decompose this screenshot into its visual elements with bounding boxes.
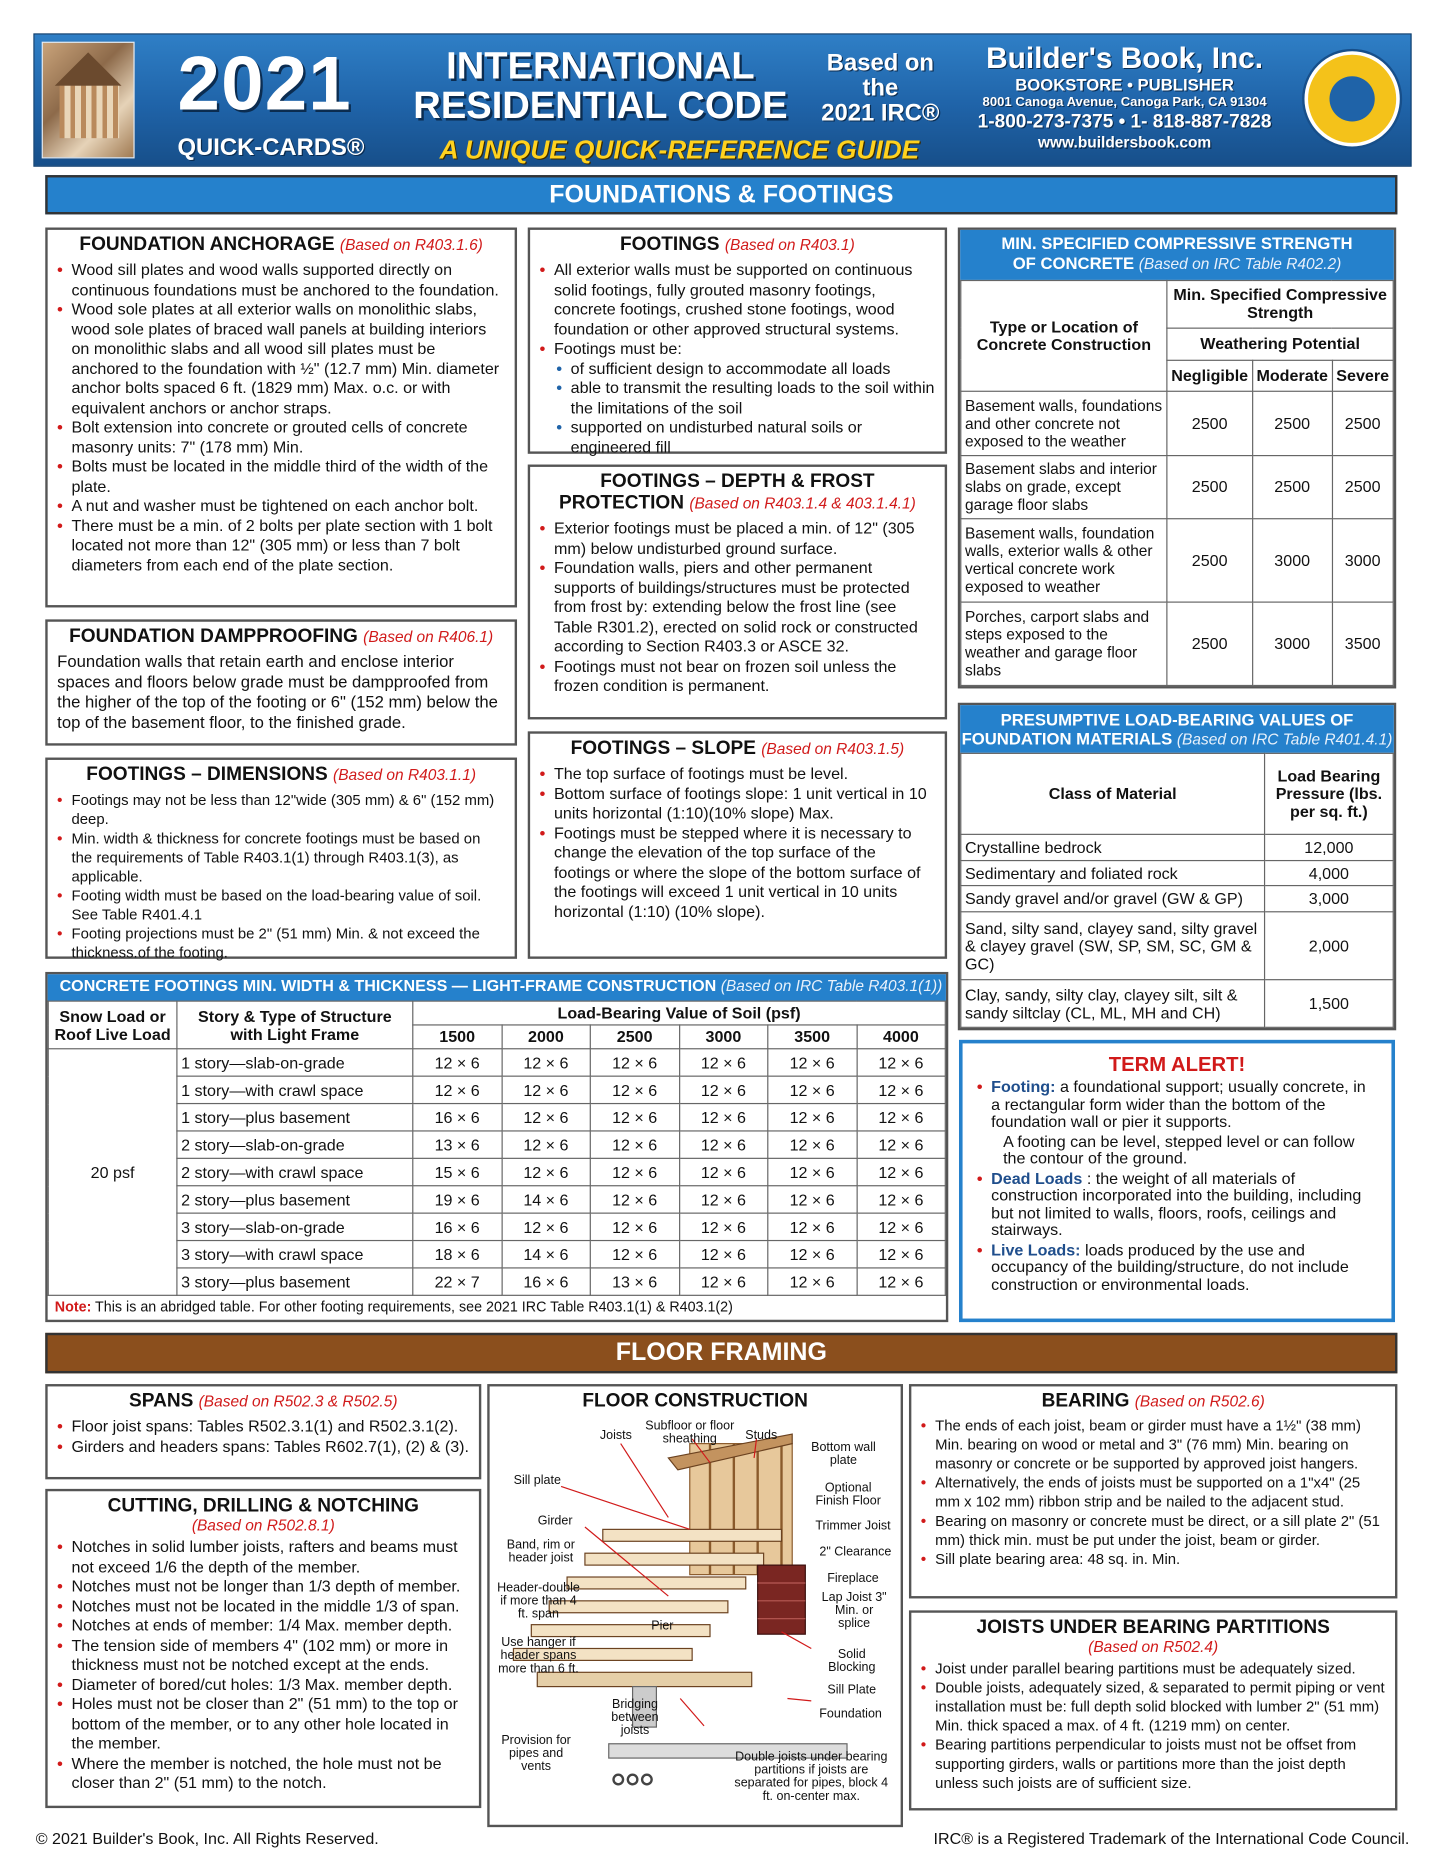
size-cell: 12 × 6 — [679, 1268, 768, 1295]
size-cell: 16 × 6 — [413, 1213, 502, 1240]
fireplace-shape — [758, 1565, 806, 1634]
size-cell: 12 × 6 — [768, 1213, 857, 1240]
list-item: • Bolts must be located in the middle third of the width of the plate. — [57, 457, 505, 496]
card-title — [57, 627, 505, 648]
publisher-phones: 1-800-273-7375 • 1- 818-887-7828 — [977, 111, 1272, 133]
footer-trademark: IRC® is a Registered Trademark of the International Code Council. — [933, 1829, 1410, 1848]
material-cell: Sedimentary and foliated rock — [961, 860, 1265, 886]
story-cell: 2 story—slab-on-grade — [177, 1131, 413, 1158]
frost-list — [540, 519, 936, 696]
list-item: • Girders and headers spans: Tables R602.7(1), (2) & (3). — [57, 1437, 469, 1457]
label-fireplace: Fireplace — [827, 1571, 879, 1586]
cell-value: 2500 — [1167, 455, 1252, 519]
col-soil-value: 2000 — [502, 1025, 591, 1049]
card-title: CUTTING, DRILLING & NOTCHING — [107, 1496, 419, 1517]
term-alert-title: TERM ALERT! — [1108, 1052, 1246, 1076]
table-row — [961, 602, 1393, 685]
cell-value: 3500 — [1332, 602, 1393, 685]
table-row — [48, 1076, 945, 1103]
size-cell: 12 × 6 — [857, 1268, 946, 1295]
table-row — [48, 1268, 945, 1295]
load-bearing-grid — [960, 753, 1394, 1028]
table-row — [961, 912, 1393, 980]
col-snow: Snow Load or Roof Live Load — [48, 1001, 177, 1049]
publisher-address: 8001 Canoga Avenue, Canoga Park, CA 91304 — [982, 95, 1267, 110]
size-cell: 12 × 6 — [590, 1213, 679, 1240]
col-moderate: Moderate — [1252, 360, 1332, 392]
size-cell: 12 × 6 — [857, 1213, 946, 1240]
size-cell: 12 × 6 — [857, 1049, 946, 1076]
list-item: • Alternatively, the ends of joists must be supported on a 1"x4" (25 mm x 102 mm) ribbon strip and be nailed to the adjacent stud. — [921, 1473, 1386, 1511]
col-min-strength: Min. Specified Compressive Strength — [1167, 281, 1393, 329]
story-cell: 3 story—with crawl space — [177, 1241, 413, 1268]
title-line2: FOUNDATION MATERIALS — [961, 728, 1173, 749]
header-tagline: A UNIQUE QUICK-REFERENCE GUIDE — [439, 134, 920, 165]
size-cell: 12 × 6 — [413, 1049, 502, 1076]
label-finish: Optional Finish Floor — [815, 1480, 881, 1508]
bearing-card — [909, 1384, 1397, 1598]
label-blocking: Solid Blocking — [828, 1647, 876, 1675]
term-word: Live Loads: — [991, 1240, 1081, 1259]
size-cell: 12 × 6 — [590, 1241, 679, 1268]
pressure-cell: 12,000 — [1265, 835, 1394, 861]
table-title — [48, 974, 946, 1000]
size-cell: 12 × 6 — [590, 1049, 679, 1076]
label-foundation: Foundation — [819, 1706, 882, 1722]
list-item: • Notches must not be located in the middle 1/3 of span. — [57, 1597, 469, 1617]
size-cell: 12 × 6 — [768, 1158, 857, 1185]
size-cell: 12 × 6 — [857, 1131, 946, 1158]
title-line2: OF CONCRETE — [1012, 253, 1135, 273]
code-ref: (Based on R403.1) — [724, 235, 855, 254]
label-header-double: Header-double if more than 4 ft. span — [497, 1580, 580, 1622]
code-ref: (Based on R502.8.1) — [191, 1516, 335, 1535]
size-cell: 12 × 6 — [502, 1076, 591, 1103]
size-cell: 12 × 6 — [679, 1104, 768, 1131]
size-cell: 12 × 6 — [590, 1076, 679, 1103]
bearing-list — [921, 1416, 1386, 1568]
list-item: • Sill plate bearing area: 48 sq. in. Min. — [921, 1550, 1386, 1569]
list-item: • All exterior walls must be supported on continuous solid footings, fully grouted masonry footings, concrete footings, crushed stone footings, wood foundation or other approved structural systems. — [540, 261, 936, 340]
concrete-footings-table — [45, 972, 948, 1322]
spans-card — [45, 1384, 481, 1479]
label-pier: Pier — [651, 1618, 674, 1633]
size-cell: 12 × 6 — [502, 1213, 591, 1240]
title-text: BEARING — [1041, 1391, 1130, 1412]
publisher-sub: BOOKSTORE • PUBLISHER — [1015, 75, 1234, 95]
title-text: FOOTINGS – DIMENSIONS — [86, 764, 328, 785]
size-cell: 19 × 6 — [413, 1186, 502, 1213]
title-text: FOUNDATION DAMPPROOFING — [69, 626, 358, 647]
label-trimmer: Trimmer Joist — [815, 1518, 891, 1533]
size-cell: 12 × 6 — [679, 1076, 768, 1103]
size-cell: 12 × 6 — [502, 1131, 591, 1158]
size-cell: 12 × 6 — [502, 1104, 591, 1131]
list-item: • Footings must be stepped where it is necessary to change the elevation of the top surface of the footings or where the slope of the bottom surface of the footings will exceed 1 unit vertical in 10 units horizontal (1:10) (10% slope). — [540, 824, 936, 922]
size-cell: 12 × 6 — [768, 1131, 857, 1158]
label-provision: Provision for pipes and vents — [501, 1733, 571, 1774]
list-item: • Where the member is notched, the hole must not be closer than 2" (51 mm) to the notch. — [57, 1754, 469, 1793]
list-item: • Notches at ends of member: 1/4 Max. member depth. — [57, 1616, 469, 1636]
story-cell: 2 story—with crawl space — [177, 1158, 413, 1185]
based-on-line1: Based on the — [826, 50, 934, 102]
code-ref: (Based on R403.1.6) — [339, 235, 483, 254]
card-title — [57, 235, 505, 256]
title-line1: MIN. SPECIFIED COMPRESSIVE STRENGTH — [1001, 233, 1353, 253]
code-ref: (Based on R502.6) — [1134, 1392, 1265, 1411]
strength-grid — [960, 280, 1394, 686]
publisher-block — [952, 42, 1297, 152]
material-cell: Sandy gravel and/or gravel (GW & GP) — [961, 886, 1265, 912]
pressure-cell: 3,000 — [1265, 886, 1394, 912]
label-clearance: 2" Clearance — [819, 1544, 892, 1560]
snow-load-cell: 20 psf — [48, 1049, 177, 1296]
slope-list — [540, 765, 936, 922]
joists-partitions-list — [921, 1659, 1386, 1792]
publisher-name: Builder's Book, Inc. — [986, 41, 1264, 76]
list-item: • Bearing partitions perpendicular to joists must not be offset from supporting girders, walls or partitions more than the joist depth unless such joists are of sufficient size. — [921, 1735, 1386, 1792]
section-bar-foundations: FOUNDATIONS & FOOTINGS — [45, 175, 1397, 214]
term-word: Footing: — [991, 1077, 1056, 1096]
label-lap: Lap Joist 3" Min. or splice — [821, 1590, 887, 1631]
size-cell: 14 × 6 — [502, 1186, 591, 1213]
material-cell: Sand, silty sand, clayey sand, silty gravel & clayey gravel (SW, SP, SM, SC, GM & GC) — [961, 912, 1265, 980]
list-item: • A nut and washer must be tightened on each anchor bolt. — [57, 497, 505, 517]
term-item — [977, 1079, 1377, 1131]
size-cell: 12 × 6 — [768, 1268, 857, 1295]
size-cell: 12 × 6 — [413, 1076, 502, 1103]
term-item — [977, 1170, 1377, 1239]
table-row — [48, 1104, 945, 1131]
cell-value: 3000 — [1252, 602, 1332, 685]
diagram-title: FLOOR CONSTRUCTION — [582, 1391, 808, 1412]
title-line1: FOOTINGS – DEPTH & FROST — [600, 471, 875, 492]
col-weathering: Weathering Potential — [1167, 328, 1393, 360]
table-row — [961, 835, 1393, 861]
row-label: Porches, carport slabs and steps exposed to the weather and garage floor slabs — [961, 602, 1167, 685]
size-cell: 18 × 6 — [413, 1241, 502, 1268]
col-soil-value: 3000 — [679, 1025, 768, 1049]
label-sill: Sill plate — [513, 1473, 561, 1488]
term-definition: : the weight of all materials of construction incorporated into the building, including but not limited to walls, floors, roofs, ceilings and stairways. — [991, 1169, 1362, 1239]
cell-value: 2500 — [1252, 455, 1332, 519]
size-cell: 12 × 6 — [679, 1131, 768, 1158]
table-title — [960, 705, 1394, 753]
row-label: Basement walls, foundations and other concrete not exposed to the weather — [961, 392, 1167, 456]
size-cell: 12 × 6 — [857, 1158, 946, 1185]
story-cell: 1 story—plus basement — [177, 1104, 413, 1131]
col-load: Load Bearing Pressure (lbs. per sq. ft.) — [1265, 753, 1394, 834]
size-cell: 16 × 6 — [502, 1268, 591, 1295]
list-item: • supported on undisturbed natural soils or engineered fill — [540, 418, 936, 457]
card-title — [921, 1391, 1386, 1412]
label-sill-plate: Sill Plate — [827, 1683, 877, 1698]
material-cell: Clay, sandy, silty clay, clayey silt, silt & sandy siltclay (CL, ML, MH and CH) — [961, 980, 1265, 1027]
cutting-drilling-card — [45, 1489, 481, 1808]
list-item: • Footings must be: — [540, 339, 936, 359]
card-title — [540, 738, 936, 759]
table-row — [961, 886, 1393, 912]
size-cell: 13 × 6 — [413, 1131, 502, 1158]
list-item: • The ends of each joist, beam or girder must have a 1½" (38 mm) Min. bearing on wood or metal and 3" (76 mm) Min. bearing on masonry or concrete or be supported by approved joist hangers. — [921, 1416, 1386, 1473]
list-item: • The tension side of members 4" (102 mm) or more in thickness must not be notched except at the ends. — [57, 1636, 469, 1675]
list-item: • Footings must not bear on frozen soil unless the frozen condition is permanent. — [540, 657, 936, 696]
list-item: • Foundation walls, piers and other permanent supports of buildings/structures must be protected from frost by: extending below the frost line (see Table R301.2), erected on solid rock or constructed according to Section R403.3 or ASCE 32. — [540, 559, 936, 657]
col-soil-value: 2500 — [590, 1025, 679, 1049]
label-bottom-plate: Bottom wall plate — [811, 1440, 876, 1468]
title-text: FOOTINGS — [619, 234, 720, 255]
list-item: • Joist under parallel bearing partitions must be adequately sized. — [921, 1659, 1386, 1678]
code-ref: (Based on IRC Table R401.4.1) — [1176, 730, 1393, 749]
title-line2: RESIDENTIAL CODE — [413, 83, 788, 127]
pressure-cell: 2,000 — [1265, 912, 1394, 980]
table-row — [48, 1241, 945, 1268]
code-ref: (Based on IRC Table R403.1(1)) — [720, 976, 943, 995]
cell-value: 2500 — [1252, 392, 1332, 456]
card-title: JOISTS UNDER BEARING PARTITIONS — [976, 1617, 1330, 1638]
col-soil-value: 3500 — [768, 1025, 857, 1049]
house-framing-image — [42, 42, 135, 159]
term-definition: A footing can be level, stepped level or can follow the contour of the ground. — [1003, 1132, 1355, 1168]
pipes-shape — [614, 1775, 652, 1785]
list-item: • Bottom surface of footings slope: 1 unit vertical in 10 units horizontal (1:10)(10% slope) Max. — [540, 784, 936, 823]
col-story: Story & Type of Structure with Light Frame — [177, 1001, 413, 1049]
header-title — [404, 46, 797, 125]
list-item: • Holes must not be closer than 2" (51 mm) to the top or bottom of the member, or to any other hole located in the member. — [57, 1695, 469, 1754]
term-item — [977, 1242, 1377, 1294]
size-cell: 16 × 6 — [413, 1104, 502, 1131]
size-cell: 12 × 6 — [768, 1076, 857, 1103]
card-title — [57, 1391, 469, 1412]
size-cell: 12 × 6 — [502, 1158, 591, 1185]
size-cell: 12 × 6 — [768, 1104, 857, 1131]
size-cell: 12 × 6 — [768, 1186, 857, 1213]
list-item: • able to transmit the resulting loads to the soil within the limitations of the soil — [540, 379, 936, 418]
cell-value: 2500 — [1332, 455, 1393, 519]
col-class: Class of Material — [961, 753, 1265, 834]
term-list — [977, 1079, 1377, 1293]
cell-value: 2500 — [1167, 519, 1252, 602]
card-title — [540, 472, 936, 515]
concrete-grid — [48, 1001, 946, 1296]
card-title — [540, 235, 936, 256]
table-title — [960, 230, 1394, 280]
list-item: • There must be a min. of 2 bolts per plate section with 1 bolt located not more than 12" (305 mm) or less than 7 bolt diameters from each end of the plate section. — [57, 516, 505, 575]
label-band: Band, rim or header joist — [506, 1537, 575, 1566]
size-cell: 12 × 6 — [679, 1158, 768, 1185]
footings-dimensions-card — [45, 758, 517, 962]
table-row — [48, 1213, 945, 1240]
term-word: Dead Loads — [991, 1169, 1083, 1187]
list-item: • Footing projections must be 2" (51 mm) Min. & not exceed the thickness.of the footing. — [57, 924, 505, 962]
dampproofing-card — [45, 619, 517, 745]
code-ref: (Based on R403.1.5) — [761, 739, 905, 758]
size-cell: 12 × 6 — [857, 1241, 946, 1268]
list-item: • Bearing on masonry or concrete must be direct, or a sill plate 2" (51 mm) thick min. must be put under the joist, beam or girder. — [921, 1512, 1386, 1550]
col-type: Type or Location of Concrete Construction — [961, 281, 1167, 392]
cell-value: 3000 — [1252, 519, 1332, 602]
joists-partitions-card — [909, 1610, 1397, 1810]
term-definition: a foundational support; usually concrete, in a rectangular form wider than the bottom of the foundation wall or pier it supports. — [991, 1077, 1366, 1131]
list-item: • Floor joist spans: Tables R502.3.1(1) and R502.3.1(2). — [57, 1417, 469, 1437]
cutting-list — [57, 1538, 469, 1793]
size-cell: 12 × 6 — [679, 1186, 768, 1213]
size-cell: 12 × 6 — [502, 1049, 591, 1076]
code-ref: (Based on R403.1.1) — [333, 765, 476, 784]
frost-protection-card — [528, 465, 947, 720]
label-joists: Joists — [599, 1428, 632, 1443]
label-double-joists: Double joists under bearing partitions if joists are separated for pipes, block 4 ft. on-center max. — [734, 1749, 889, 1804]
table-note — [48, 1296, 946, 1317]
list-item: • Footing width must be based on the load-bearing value of soil. See Table R401.4.1 — [57, 886, 505, 924]
term-definition: loads produced by the use and occupancy of the building/structure, do not include construction or environmental loads. — [991, 1240, 1349, 1293]
col-negligible: Negligible — [1167, 360, 1252, 392]
col-soil-value: 1500 — [413, 1025, 502, 1049]
list-item: • Wood sole plates at all exterior walls on monolithic slabs, wood sole plates of braced wall panels at building interiors on monolithic slabs and all wood sill plates must be anchored to the foundation with ½" (12.7 mm) Min. diameter anchor bolts spaced 6 ft. (1829 mm) Max. o.c. or with equivalent anchors or anchor straps. — [57, 300, 505, 418]
size-cell: 12 × 6 — [857, 1104, 946, 1131]
footer-copyright: © 2021 Builder's Book, Inc. All Rights Reserved. — [35, 1829, 379, 1848]
table-row — [961, 519, 1393, 602]
size-cell: 12 × 6 — [679, 1213, 768, 1240]
code-ref: (Based on R403.1.4 & 403.1.4.1) — [689, 494, 916, 513]
story-cell: 3 story—slab-on-grade — [177, 1213, 413, 1240]
label-hanger: Use hanger if header spans more than 6 ft. — [498, 1635, 579, 1676]
list-item: • Diameter of bored/cut holes: 1/3 Max. member depth. — [57, 1675, 469, 1695]
list-item: • Min. width & thickness for concrete footings must be based on the requirements of Table R403.1(1) through R403.1(3), as applicable. — [57, 829, 505, 886]
table-row — [48, 1131, 945, 1158]
row-label: Basement walls, foundation walls, exterior walls & other vertical concrete work exposed to weather — [961, 519, 1167, 602]
compressive-strength-table — [958, 228, 1396, 689]
table-row — [48, 1158, 945, 1185]
section-bar-floor: FLOOR FRAMING — [45, 1333, 1397, 1373]
col-severe: Severe — [1332, 360, 1393, 392]
size-cell: 12 × 6 — [679, 1049, 768, 1076]
label-girder: Girder — [537, 1513, 573, 1529]
list-item: • Footings may not be less than 12"wide (305 mm) & 6" (152 mm) deep. — [57, 791, 505, 829]
pressure-cell: 4,000 — [1265, 860, 1394, 886]
col-soil: Load-Bearing Value of Soil (psf) — [413, 1001, 946, 1025]
size-cell: 12 × 6 — [857, 1186, 946, 1213]
term-alert-box — [959, 1040, 1395, 1322]
title-line2: PROTECTION — [559, 493, 685, 514]
story-cell: 1 story—with crawl space — [177, 1076, 413, 1103]
list-item: • Double joists, adequately sized, & separated to permit piping or vent installation must be: full depth solid blocked with lumber 2" (51 mm) Min. thick spaced a max. of 4 ft. (1219 mm) on center. — [921, 1678, 1386, 1735]
size-cell: 12 × 6 — [857, 1076, 946, 1103]
table-row — [48, 1186, 945, 1213]
table-row — [961, 980, 1393, 1027]
size-cell: 22 × 7 — [413, 1268, 502, 1295]
table-row — [961, 860, 1393, 886]
list-item: • The top surface of footings must be level. — [540, 765, 936, 785]
footings-slope-card — [528, 731, 947, 959]
size-cell: 12 × 6 — [768, 1241, 857, 1268]
anchorage-list — [57, 261, 505, 575]
load-bearing-table — [958, 703, 1396, 1031]
row-label: Basement slabs and interior slabs on grade, except garage floor slabs — [961, 455, 1167, 519]
list-item: • Notches must not be longer than 1/3 depth of member. — [57, 1577, 469, 1597]
size-cell: 12 × 6 — [590, 1158, 679, 1185]
code-ref: (Based on R406.1) — [363, 627, 494, 646]
title-text: SPANS — [129, 1391, 194, 1412]
cell-value: 2500 — [1332, 392, 1393, 456]
note-text: This is an abridged table. For other footing requirements, see 2021 IRC Table R403.1(1) & R403.1(2) — [95, 1298, 733, 1315]
size-cell: 12 × 6 — [590, 1186, 679, 1213]
dimensions-list — [57, 791, 505, 963]
table-row — [961, 392, 1393, 456]
pressure-cell: 1,500 — [1265, 980, 1394, 1027]
size-cell: 12 × 6 — [590, 1104, 679, 1131]
cell-value: 2500 — [1167, 602, 1252, 685]
header-banner — [33, 33, 1411, 166]
material-cell: Crystalline bedrock — [961, 835, 1265, 861]
foundation-anchorage-card — [45, 228, 517, 608]
based-on-label — [809, 51, 952, 126]
quick-cards-label: QUICK-CARDS® — [177, 134, 365, 161]
cell-value: 3000 — [1332, 519, 1393, 602]
footings-card — [528, 228, 947, 454]
table-row — [48, 1049, 945, 1076]
term-item — [977, 1133, 1377, 1168]
col-soil-value: 4000 — [857, 1025, 946, 1049]
title-text: FOUNDATION ANCHORAGE — [79, 234, 335, 255]
list-item: • Notches in solid lumber joists, rafters and beams must not exceed 1/6 the depth of the member. — [57, 1538, 469, 1577]
size-cell: 13 × 6 — [590, 1268, 679, 1295]
story-cell: 1 story—slab-on-grade — [177, 1049, 413, 1076]
note-label: Note: — [54, 1298, 92, 1315]
cell-value: 2500 — [1167, 392, 1252, 456]
floor-construction-diagram — [487, 1384, 903, 1827]
spans-list — [57, 1417, 469, 1456]
dampproofing-text: Foundation walls that retain earth and enclose interior spaces and floors below grade must be dampproofed from the higher of the top of the footing or 6" (152 mm) below the top of the basement floor, to the finished grade. — [57, 651, 498, 732]
title-text: CONCRETE FOOTINGS MIN. WIDTH & THICKNESS — LIGHT-FRAME CONSTRUCTION — [59, 976, 717, 995]
title-line1: INTERNATIONAL — [446, 44, 755, 87]
size-cell: 12 × 6 — [768, 1049, 857, 1076]
header-year: 2021 — [177, 40, 352, 127]
title-line1: PRESUMPTIVE LOAD-BEARING VALUES OF — [1000, 709, 1354, 729]
card-title — [57, 765, 505, 786]
publisher-seal-icon — [1304, 51, 1399, 146]
publisher-website[interactable]: www.buildersbook.com — [1037, 133, 1212, 152]
list-item: • Bolt extension into concrete or grouted cells of concrete masonry units: 7" (178 mm) Min. — [57, 418, 505, 457]
table-row — [961, 455, 1393, 519]
footings-list — [540, 261, 936, 458]
size-cell: 12 × 6 — [590, 1131, 679, 1158]
title-text: FOOTINGS – SLOPE — [570, 738, 756, 759]
size-cell: 12 × 6 — [679, 1241, 768, 1268]
list-item: • Wood sill plates and wood walls supported directly on continuous foundations must be anchored to the foundation. — [57, 261, 505, 300]
code-ref: (Based on R502.3 & R502.5) — [198, 1392, 398, 1411]
code-ref: (Based on R502.4) — [1088, 1637, 1219, 1656]
story-cell: 2 story—plus basement — [177, 1186, 413, 1213]
list-item: • Exterior footings must be placed a min. of 12" (305 mm) below undisturbed ground surface. — [540, 519, 936, 558]
label-subfloor: Subfloor or floor sheathing — [645, 1418, 735, 1446]
size-cell: 14 × 6 — [502, 1241, 591, 1268]
label-bridging: Bridging between joists — [611, 1697, 659, 1738]
size-cell: 15 × 6 — [413, 1158, 502, 1185]
list-item: • of sufficient design to accommodate all loads — [540, 359, 936, 379]
story-cell: 3 story—plus basement — [177, 1268, 413, 1295]
based-on-line2: 2021 IRC® — [821, 100, 940, 127]
code-ref: (Based on IRC Table R402.2) — [1138, 254, 1342, 273]
label-studs: Studs — [745, 1428, 778, 1443]
